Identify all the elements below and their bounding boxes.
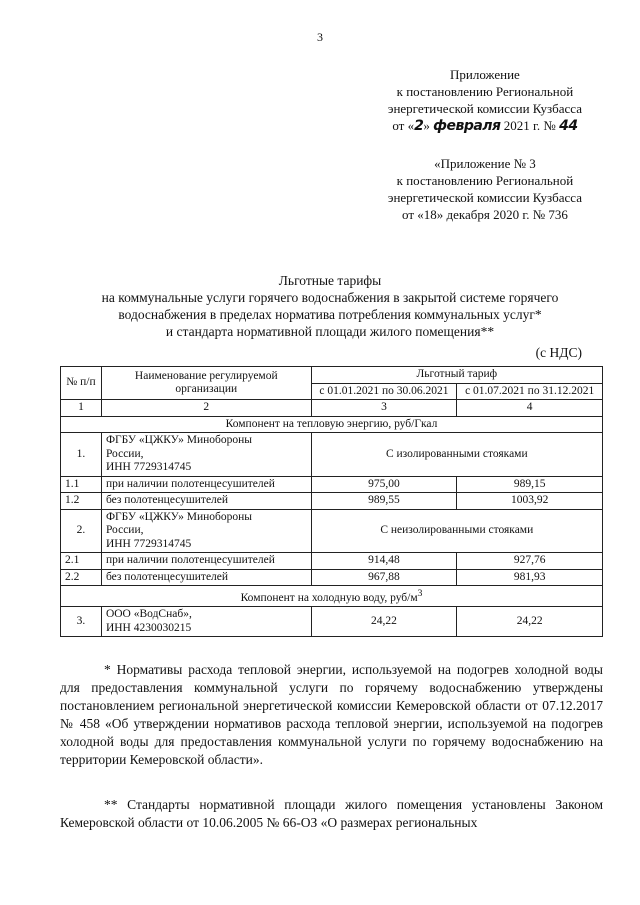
handwritten-month: февраля	[433, 118, 501, 134]
appendix-header	[388, 66, 582, 135]
org-name	[101, 433, 311, 477]
superscript: 3	[417, 588, 423, 599]
amended-appendix-title: «Приложение № 3	[434, 156, 536, 171]
header-org: Наименование регулируемой организации	[101, 367, 311, 400]
row-num: 1.2	[61, 493, 102, 510]
row-num: 3.	[61, 607, 102, 637]
row-name: при наличии полотенцесушителей	[101, 553, 311, 570]
appendix-line: энергетической комиссии Кузбасса	[387, 101, 582, 116]
appendix-line: к постановлению Региональной	[396, 84, 574, 99]
amended-appendix-header	[388, 155, 582, 223]
tariff-table	[60, 366, 603, 637]
col-number: 2	[101, 400, 311, 417]
org-name-line: России,	[105, 447, 144, 460]
org-name-line: России,	[105, 524, 144, 536]
org-name-line: ИНН 4230030215	[105, 621, 192, 634]
header-tariff: Льготный тариф	[311, 367, 602, 384]
row-name: без полотенцесушителей	[101, 569, 311, 586]
table-row	[61, 476, 603, 493]
row-num: 2.	[61, 509, 102, 553]
row-num: 2.1	[61, 553, 102, 570]
org-name-line: ООО «ВодСнаб»,	[105, 608, 192, 621]
header-period-2: с 01.07.2021 по 31.12.2021	[457, 383, 603, 400]
table-row	[61, 493, 603, 510]
tariff-value: 981,93	[457, 569, 603, 586]
page-number: 3	[317, 30, 323, 44]
date-mid: »	[423, 118, 434, 133]
title-line: на коммунальные услуги горячего водоснабжения в закрытой системе горячего	[101, 290, 559, 305]
riser-type: С изолированными стояками	[311, 433, 602, 477]
row-num: 1.	[61, 433, 102, 477]
amended-appendix-line: к постановлению Региональной	[396, 173, 574, 188]
col-number: 3	[311, 400, 457, 417]
section-cold-water-label: Компонент на холодную воду, руб/м	[240, 591, 418, 604]
amended-appendix-date: от «18» декабря 2020 г. № 736	[401, 207, 568, 222]
handwritten-number: 44	[559, 118, 578, 134]
header-period-1: с 01.01.2021 по 30.06.2021	[311, 383, 457, 400]
title-line: и стандарта нормативной площади жилого помещения**	[165, 324, 495, 339]
row-name: при наличии полотенцесушителей	[101, 476, 311, 493]
org-name-line: ИНН 7729314745	[105, 461, 192, 473]
tariff-value: 975,00	[311, 476, 457, 493]
table-row	[61, 509, 603, 553]
document-title	[60, 272, 600, 340]
row-num: 2.2	[61, 569, 102, 586]
table-row	[61, 433, 603, 477]
footnote-2: ** Стандарты нормативной площади жилого помещения установлены Законом Кемеровской области от 10.06.2005 № 66-ОЗ «О размерах региональных	[60, 797, 603, 830]
col-number: 4	[457, 400, 603, 417]
tariff-value: 24,22	[457, 607, 603, 637]
footnote-1: * Нормативы расхода тепловой энергии, используемой на подогрев холодной воды для предоставления коммунальной услуги по горячему водоснабжению утверждены постановлением региональной энергетической комиссии Кемеровской области от 07.12.2017 № 458 «Об утверждении нормативов расхода тепловой энергии, используемой на подогрев холодной воды для предоставления коммунальной услуги по горячему водоснабжению на территории Кемеровской области».	[60, 662, 603, 767]
amended-appendix-line: энергетической комиссии Кузбасса	[387, 190, 582, 205]
section-heat: Компонент на тепловую энергию, руб/Гкал	[61, 416, 603, 433]
tariff-value: 914,48	[311, 553, 457, 570]
riser-type: С неизолированными стояками	[311, 509, 602, 553]
tariff-value: 24,22	[311, 607, 457, 637]
tariff-value: 989,55	[311, 493, 457, 510]
table-row	[61, 607, 603, 637]
col-number: 1	[61, 400, 102, 417]
org-name-line: ФГБУ «ЦЖКУ» Минобороны	[105, 510, 252, 523]
title-line: Льготные тарифы	[278, 273, 382, 288]
tariff-value: 1003,92	[457, 493, 603, 510]
handwritten-day: 2	[414, 118, 424, 134]
tariff-value: 967,88	[311, 569, 457, 586]
row-num: 1.1	[61, 476, 102, 493]
org-name-line: ИНН 7729314745	[105, 537, 192, 550]
org-name	[101, 509, 311, 553]
title-line: водоснабжения в пределах норматива потребления коммунальных услуг*	[118, 307, 542, 322]
tariff-value: 989,15	[457, 476, 603, 493]
tariff-value: 927,76	[457, 553, 603, 570]
date-prefix: от «	[392, 118, 415, 133]
table-row	[61, 569, 603, 586]
section-cold-water	[61, 586, 603, 607]
header-num: № п/п	[61, 367, 102, 400]
vat-note: (с НДС)	[535, 345, 582, 360]
table-row	[61, 553, 603, 570]
org-name-line: ФГБУ «ЦЖКУ» Минобороны	[105, 434, 252, 446]
date-suffix: 2021 г. №	[500, 118, 560, 133]
row-name: без полотенцесушителей	[101, 493, 311, 510]
appendix-title: Приложение	[450, 67, 520, 82]
appendix-date	[388, 117, 582, 135]
org-name	[101, 607, 311, 637]
